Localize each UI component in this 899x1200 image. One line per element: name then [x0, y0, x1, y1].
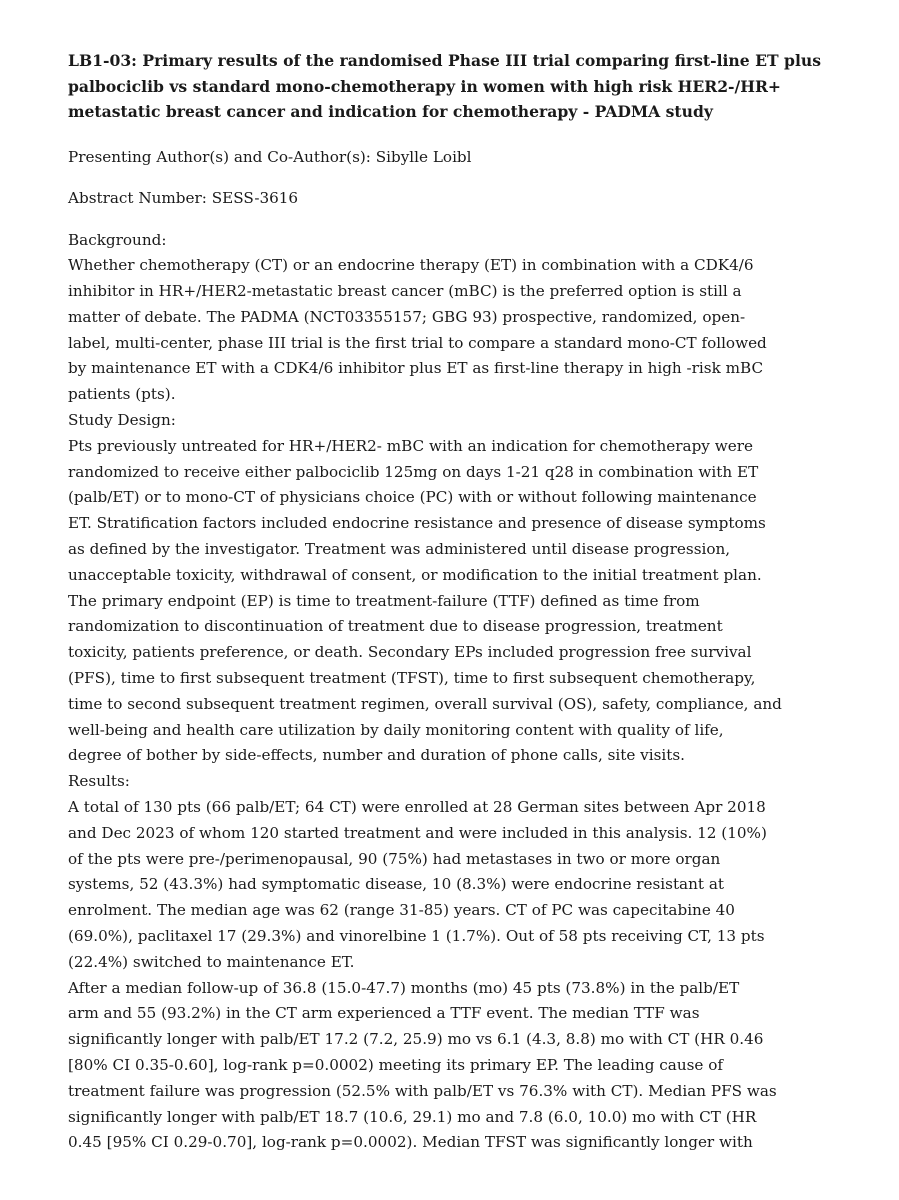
text-line: (69.0%), paclitaxel 17 (29.3%) and vinorelbine 1 (1.7%). Out of 58 pts receiving CT, 13 pts [68, 927, 765, 946]
study-design-heading: Study Design: [68, 411, 176, 430]
text-line: The primary endpoint (EP) is time to treatment-failure (TTF) defined as time from [68, 591, 700, 610]
title-line: metastatic breast cancer and indication for chemotherapy - PADMA study [68, 102, 713, 121]
text-line: as defined by the investigator. Treatment was administered until disease progression, [68, 540, 731, 559]
text-line: matter of debate. The PADMA (NCT03355157; GBG 93) prospective, randomized, open- [68, 307, 746, 326]
text-line: After a median follow-up of 36.8 (15.0-47.7) months (mo) 45 pts (73.8%) in the palb/ET [68, 978, 740, 997]
title-line: LB1-03: Primary results of the randomised Phase III trial comparing first-line ET plus [68, 51, 821, 70]
text-line: Whether chemotherapy (CT) or an endocrine therapy (ET) in combination with a CDK4/6 [68, 256, 754, 275]
text-line: (PFS), time to first subsequent treatment (TFST), time to first subsequent chemotherapy, [68, 669, 756, 688]
abstract-title [68, 48, 838, 125]
text-line: [80% CI 0.35-0.60], log-rank p=0.0002) meeting its primary EP. The leading cause of [68, 1056, 723, 1074]
text-line: inhibitor in HR+/HER2-metastatic breast cancer (mBC) is the preferred option is still a [68, 282, 742, 301]
text-line: randomized to receive either palbociclib 125mg on days 1-21 q28 in combination with ET [68, 462, 759, 481]
text-line: well-being and health care utilization by daily monitoring content with quality of life, [68, 720, 724, 739]
text-line: unacceptable toxicity, withdrawal of consent, or modification to the initial treatment plan. [68, 565, 762, 584]
text-line: A total of 130 pts (66 palb/ET; 64 CT) were enrolled at 28 German sites between Apr 2018 [68, 798, 766, 817]
text-line: ET. Stratification factors included endocrine resistance and presence of disease symptoms [68, 514, 766, 533]
study-design-paragraph [68, 434, 868, 769]
background-paragraph [68, 253, 868, 408]
text-line: enrolment. The median age was 62 (range 31-85) years. CT of PC was capecitabine 40 [68, 901, 735, 920]
results-paragraph-2 [68, 976, 868, 1157]
background-heading: Background: [68, 230, 167, 249]
title-line: palbociclib vs standard mono-chemotherapy in women with high risk HER2-/HR+ [68, 76, 781, 96]
text-line: randomization to discontinuation of treatment due to disease progression, treatment [68, 617, 723, 636]
abstract-body [68, 228, 868, 1157]
results-heading: Results: [68, 772, 130, 791]
results-paragraph-1 [68, 795, 868, 976]
abstract-page [68, 48, 868, 1156]
text-line: significantly longer with palb/ET 17.2 (7.2, 25.9) mo vs 6.1 (4.3, 8.8) mo with CT (HR 0.46 [68, 1030, 764, 1049]
text-line: patients (pts). [68, 385, 176, 404]
text-line: systems, 52 (43.3%) had symptomatic disease, 10 (8.3%) were endocrine resistant at [68, 875, 724, 894]
text-line: by maintenance ET with a CDK4/6 inhibitor plus ET as first-line therapy in high -risk mBC [68, 359, 764, 378]
text-line: degree of bother by side-effects, number and duration of phone calls, site visits. [68, 746, 685, 765]
text-line: of the pts were pre-/perimenopausal, 90 (75%) had metastases in two or more organ [68, 849, 721, 868]
text-line: treatment failure was progression (52.5% with palb/ET vs 76.3% with CT). Median PFS was [68, 1081, 777, 1100]
presenting-authors: Presenting Author(s) and Co-Author(s): Sibylle Loibl [68, 147, 472, 166]
text-line: and Dec 2023 of whom 120 started treatment and were included in this analysis. 12 (10%) [68, 823, 767, 842]
text-line: (palb/ET) or to mono-CT of physicians choice (PC) with or without following maintenance [68, 488, 757, 507]
text-line: significantly longer with palb/ET 18.7 (10.6, 29.1) mo and 7.8 (6.0, 10.0) mo with CT (HR [68, 1107, 757, 1126]
text-line: arm and 55 (93.2%) in the CT arm experienced a TTF event. The median TTF was [68, 1004, 700, 1023]
text-line: Pts previously untreated for HR+/HER2- mBC with an indication for chemotherapy were [68, 436, 753, 455]
text-line: (22.4%) switched to maintenance ET. [68, 952, 355, 971]
abstract-number: Abstract Number: SESS-3616 [68, 188, 299, 207]
text-line: 0.45 [95% CI 0.29-0.70], log-rank p=0.0002). Median TFST was significantly longer with [68, 1133, 753, 1152]
text-line: toxicity, patients preference, or death. Secondary EPs included progression free survival [68, 643, 752, 662]
text-line: label, multi-center, phase III trial is the first trial to compare a standard mono-CT followed [68, 333, 767, 352]
text-line: time to second subsequent treatment regimen, overall survival (OS), safety, compliance, and [68, 694, 782, 713]
